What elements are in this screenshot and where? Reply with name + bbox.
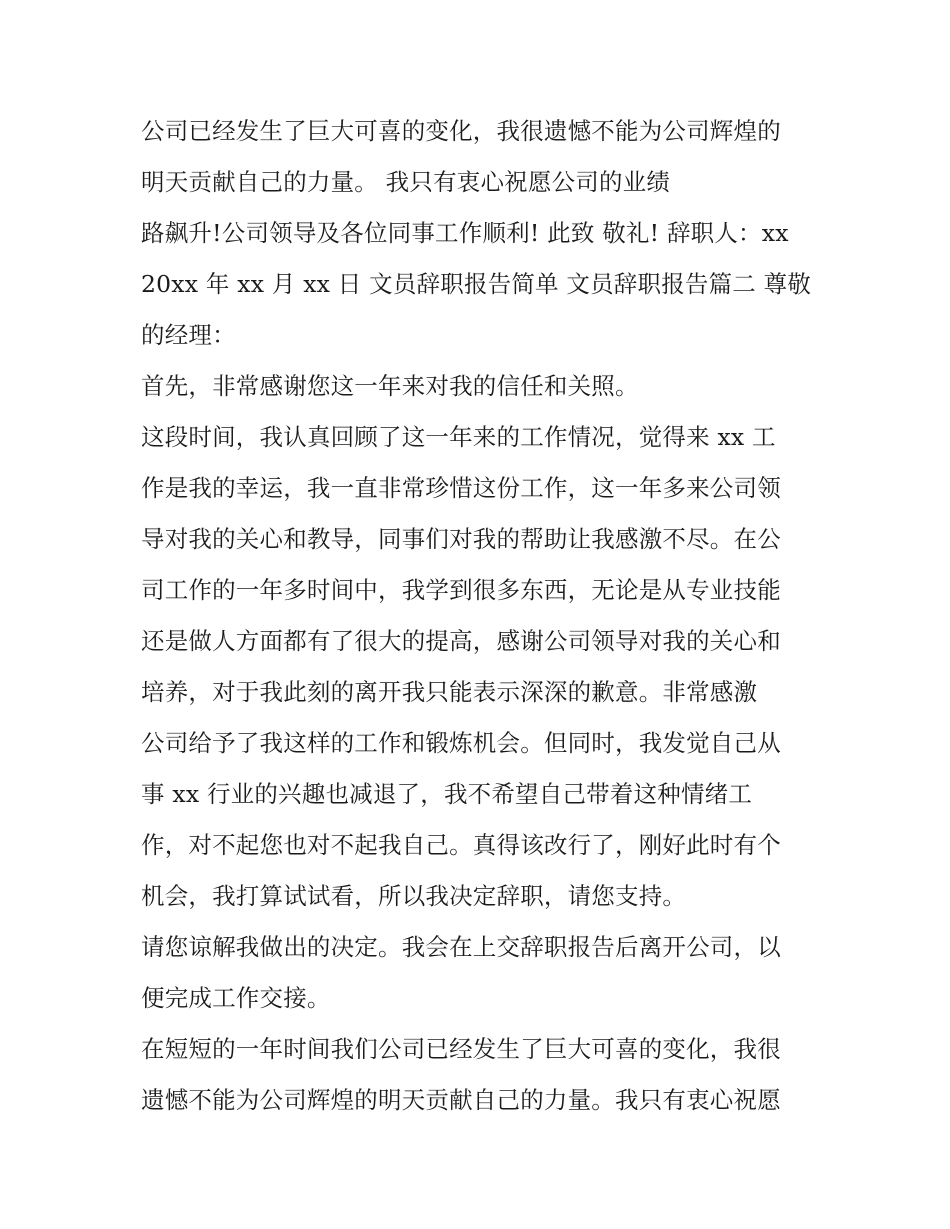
text-line: 明天贡献自己的力量。 我只有衷心祝愿公司的业绩 xyxy=(141,168,671,196)
text-line: 作是我的幸运，我一直非常珍惜这份工作，这一年多来公司领 xyxy=(141,474,781,502)
text-line: 司工作的一年多时间中，我学到很多东西，无论是从专业技能 xyxy=(141,576,781,604)
text-line: 作，对不起您也对不起我自己。真得该改行了，刚好此时有个 xyxy=(141,831,781,859)
text-line: 导对我的关心和教导，同事们对我的帮助让我感激不尽。在公 xyxy=(141,525,781,553)
text-line: 首先，非常感谢您这一年来对我的信任和关照。 xyxy=(141,372,639,400)
text-line: 机会，我打算试试看，所以我决定辞职，请您支持。 xyxy=(141,882,687,910)
text-line: 事 xx 行业的兴趣也减退了，我不希望自己带着这种情绪工 xyxy=(141,780,753,808)
text-line: 培养，对于我此刻的离开我只能表示深深的歉意。非常感激 xyxy=(141,678,758,706)
text-line: 请您谅解我做出的决定。我会在上交辞职报告后离开公司，以 xyxy=(141,933,781,961)
text-line: 的经理： xyxy=(141,321,236,349)
text-line: 公司给予了我这样的工作和锻炼机会。但同时，我发觉自己从 xyxy=(141,729,781,757)
text-line: 路飙升!公司领导及各位同事工作顺利! 此致 敬礼! 辞职人：xx xyxy=(141,219,789,247)
text-line: 公司已经发生了巨大可喜的变化，我很遗憾不能为公司辉煌的 xyxy=(141,117,781,145)
text-line: 遗憾不能为公司辉煌的明天贡献自己的力量。我只有衷心祝愿 xyxy=(141,1086,781,1114)
text-line: 这段时间，我认真回顾了这一年来的工作情况，觉得来 xx 工 xyxy=(141,423,776,451)
text-line: 20xx 年 xx 月 xx 日 文员辞职报告简单 文员辞职报告篇二 尊敬 xyxy=(141,270,812,298)
document-body xyxy=(141,106,821,1126)
text-line: 便完成工作交接。 xyxy=(141,984,331,1012)
text-line: 在短短的一年时间我们公司已经发生了巨大可喜的变化，我很 xyxy=(141,1035,781,1063)
text-line: 还是做人方面都有了很大的提高，感谢公司领导对我的关心和 xyxy=(141,627,781,655)
